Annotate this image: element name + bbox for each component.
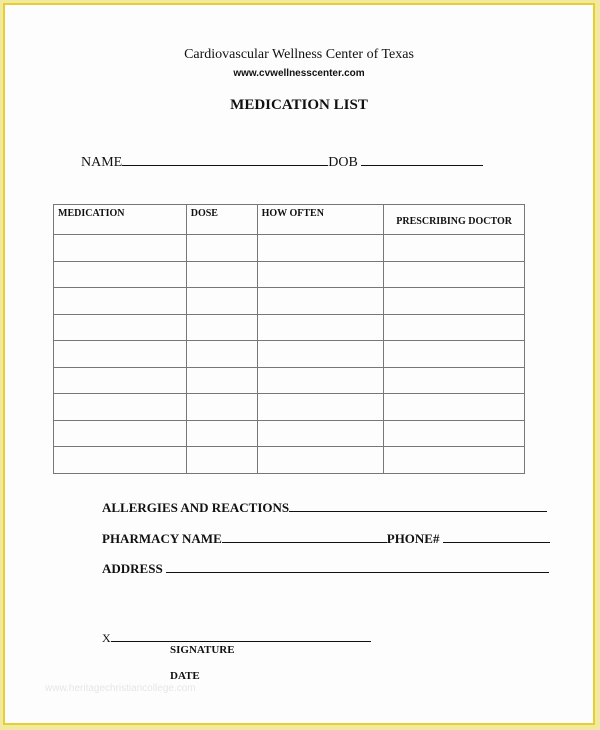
dob-label: DOB: [328, 155, 358, 170]
table-row: [54, 367, 525, 394]
table-row: [54, 261, 525, 288]
address-row: [102, 560, 549, 577]
dose-cell[interactable]: [186, 341, 257, 368]
column-header-how-often: HOW OFTEN: [257, 205, 384, 235]
how-often-cell[interactable]: [257, 367, 384, 394]
how-often-cell[interactable]: [257, 447, 384, 474]
table-row: [54, 341, 525, 368]
dose-cell[interactable]: [186, 235, 257, 262]
column-header-dose: DOSE: [186, 205, 257, 235]
address-field[interactable]: [166, 560, 549, 573]
prescribing-doctor-cell[interactable]: [384, 314, 525, 341]
signature-x-mark: X: [102, 631, 111, 645]
table-row: [54, 235, 525, 262]
watermark: www.heritagechristiancollege.com: [45, 683, 196, 694]
pharmacy-name-field[interactable]: [222, 530, 387, 543]
organization-name: Cardiovascular Wellness Center of Texas: [184, 47, 414, 62]
dose-cell[interactable]: [186, 420, 257, 447]
dob-field[interactable]: [361, 153, 483, 166]
table-row: [54, 288, 525, 315]
medication-cell[interactable]: [54, 420, 187, 447]
medication-cell[interactable]: [54, 394, 187, 421]
phone-label: PHONE#: [386, 531, 440, 546]
prescribing-doctor-cell[interactable]: [384, 420, 525, 447]
how-often-cell[interactable]: [257, 394, 384, 421]
column-header-medication: MEDICATION: [54, 205, 187, 235]
signature-label: SIGNATURE: [170, 644, 235, 656]
medication-cell[interactable]: [54, 261, 187, 288]
medication-table: [53, 204, 525, 474]
table-row: [54, 394, 525, 421]
website-url[interactable]: www.cvwellnesscenter.com: [233, 68, 365, 79]
prescribing-doctor-cell[interactable]: [384, 447, 525, 474]
table-header-row: [54, 205, 525, 235]
medication-cell[interactable]: [54, 367, 187, 394]
form-title: MEDICATION LIST: [230, 97, 368, 113]
signature-row: [102, 629, 371, 646]
form-page: [3, 3, 595, 725]
table-row: [54, 420, 525, 447]
prescribing-doctor-cell[interactable]: [384, 367, 525, 394]
table-row: [54, 314, 525, 341]
dose-cell[interactable]: [186, 394, 257, 421]
dose-cell[interactable]: [186, 314, 257, 341]
prescribing-doctor-cell[interactable]: [384, 394, 525, 421]
pharmacy-row: [102, 530, 550, 547]
table-row: [54, 447, 525, 474]
how-often-cell[interactable]: [257, 261, 384, 288]
allergies-field[interactable]: [289, 499, 547, 512]
date-label: DATE: [170, 670, 200, 682]
medication-cell[interactable]: [54, 235, 187, 262]
how-often-cell[interactable]: [257, 314, 384, 341]
phone-field[interactable]: [443, 530, 550, 543]
how-often-cell[interactable]: [257, 341, 384, 368]
dose-cell[interactable]: [186, 261, 257, 288]
prescribing-doctor-cell[interactable]: [384, 288, 525, 315]
how-often-cell[interactable]: [257, 235, 384, 262]
medication-cell[interactable]: [54, 341, 187, 368]
how-often-cell[interactable]: [257, 420, 384, 447]
name-label: NAME: [81, 155, 123, 170]
prescribing-doctor-cell[interactable]: [384, 261, 525, 288]
medication-cell[interactable]: [54, 447, 187, 474]
dose-cell[interactable]: [186, 288, 257, 315]
dose-cell[interactable]: [186, 367, 257, 394]
patient-info-row: [81, 153, 483, 171]
column-header-prescribing-doctor: PRESCRIBING DOCTOR: [384, 205, 525, 235]
medication-cell[interactable]: [54, 288, 187, 315]
prescribing-doctor-cell[interactable]: [384, 341, 525, 368]
dose-cell[interactable]: [186, 447, 257, 474]
pharmacy-name-label: PHARMACY NAME: [102, 531, 222, 546]
how-often-cell[interactable]: [257, 288, 384, 315]
allergies-label: ALLERGIES AND REACTIONS: [102, 500, 290, 515]
allergies-row: [102, 499, 547, 516]
prescribing-doctor-cell[interactable]: [384, 235, 525, 262]
address-label: ADDRESS: [102, 561, 163, 576]
signature-field[interactable]: [111, 629, 371, 642]
name-field[interactable]: [122, 153, 328, 166]
medication-cell[interactable]: [54, 314, 187, 341]
